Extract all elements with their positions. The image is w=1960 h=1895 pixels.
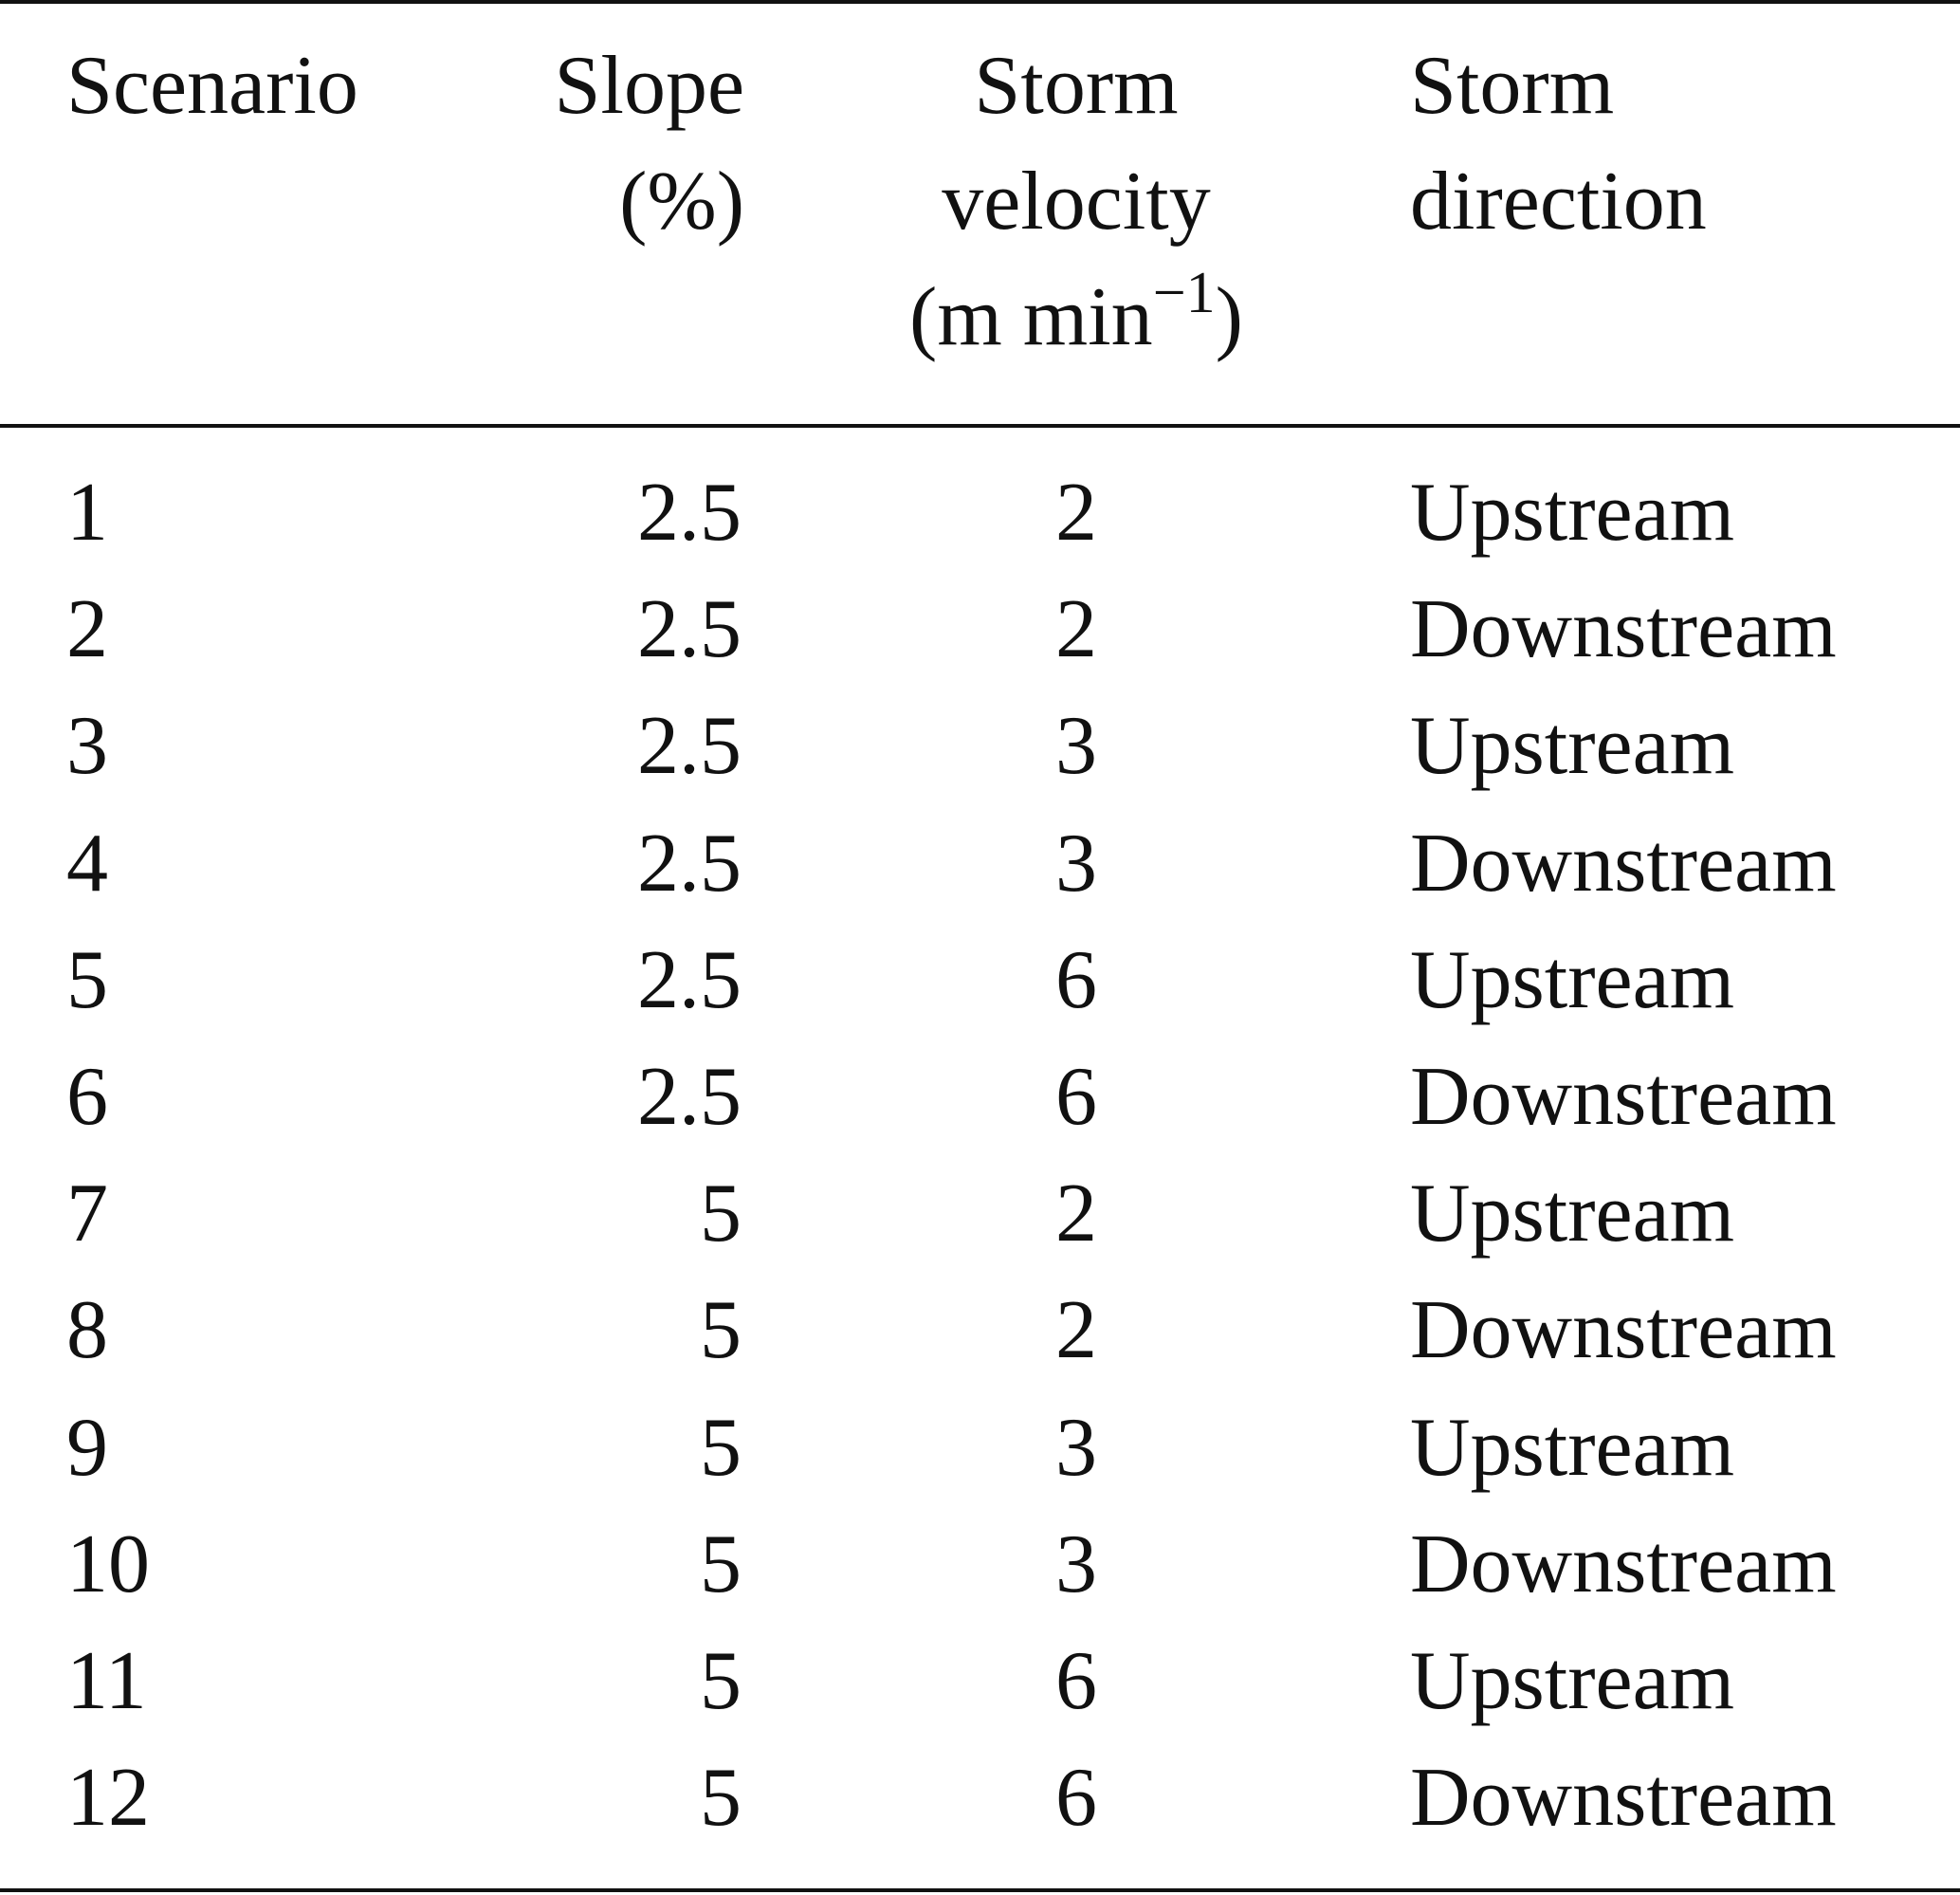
table-body bbox=[0, 454, 1960, 1856]
cell-direction: Upstream bbox=[1410, 467, 1735, 559]
cell-slope: 5 bbox=[700, 1168, 742, 1260]
header-slope-line-2: (%) bbox=[619, 156, 744, 248]
header-scenario bbox=[66, 28, 358, 144]
cell-slope: 2.5 bbox=[637, 1050, 742, 1143]
cell-scenario: 5 bbox=[66, 933, 108, 1026]
table-row bbox=[0, 805, 1960, 922]
cell-direction: Upstream bbox=[1410, 1168, 1735, 1260]
cell-slope: 2.5 bbox=[637, 700, 742, 793]
cell-velocity: 6 bbox=[1055, 1634, 1097, 1727]
cell-velocity: 2 bbox=[1055, 583, 1097, 676]
table-bottom-rule bbox=[0, 1888, 1960, 1892]
table-row bbox=[0, 454, 1960, 571]
header-storm-direction bbox=[1410, 28, 1707, 260]
table-row bbox=[0, 1272, 1960, 1389]
cell-slope: 5 bbox=[700, 1752, 742, 1845]
header-direction-line-2: direction bbox=[1410, 156, 1707, 248]
velocity-unit-exponent: −1 bbox=[1152, 261, 1216, 325]
cell-slope: 2.5 bbox=[637, 817, 742, 910]
header-velocity-unit bbox=[909, 260, 1243, 383]
cell-direction: Upstream bbox=[1410, 1401, 1735, 1494]
table-header-rule bbox=[0, 424, 1960, 428]
cell-scenario: 4 bbox=[66, 817, 108, 910]
cell-velocity: 3 bbox=[1055, 1518, 1097, 1610]
cell-direction: Downstream bbox=[1410, 1518, 1837, 1610]
header-storm-velocity bbox=[909, 28, 1243, 383]
cell-scenario: 11 bbox=[66, 1634, 147, 1727]
table-row bbox=[0, 1623, 1960, 1739]
table-header bbox=[0, 28, 1960, 408]
cell-direction: Upstream bbox=[1410, 933, 1735, 1026]
table-row bbox=[0, 1039, 1960, 1155]
cell-velocity: 2 bbox=[1055, 467, 1097, 559]
table-row bbox=[0, 922, 1960, 1039]
cell-scenario: 9 bbox=[66, 1401, 108, 1494]
cell-slope: 2.5 bbox=[637, 467, 742, 559]
cell-scenario: 6 bbox=[66, 1050, 108, 1143]
cell-velocity: 2 bbox=[1055, 1284, 1097, 1377]
cell-velocity: 3 bbox=[1055, 700, 1097, 793]
table-row bbox=[0, 571, 1960, 688]
cell-direction: Upstream bbox=[1410, 700, 1735, 793]
header-slope bbox=[555, 28, 744, 260]
table-row bbox=[0, 1739, 1960, 1856]
cell-direction: Downstream bbox=[1410, 583, 1837, 676]
velocity-unit-close: ) bbox=[1215, 271, 1243, 363]
cell-direction: Downstream bbox=[1410, 1284, 1837, 1377]
cell-scenario: 3 bbox=[66, 700, 108, 793]
table-row bbox=[0, 1155, 1960, 1272]
table-row bbox=[0, 688, 1960, 804]
header-direction-line-1: Storm bbox=[1410, 40, 1615, 132]
header-slope-line-1: Slope bbox=[554, 40, 744, 132]
cell-scenario: 10 bbox=[66, 1518, 150, 1610]
header-velocity-line-1: Storm bbox=[974, 40, 1179, 132]
cell-velocity: 3 bbox=[1055, 1401, 1097, 1494]
cell-velocity: 6 bbox=[1055, 933, 1097, 1026]
cell-direction: Upstream bbox=[1410, 1634, 1735, 1727]
cell-velocity: 2 bbox=[1055, 1168, 1097, 1260]
cell-slope: 5 bbox=[700, 1284, 742, 1377]
header-velocity-line-2: velocity bbox=[942, 156, 1211, 248]
header-scenario-line-1: Scenario bbox=[66, 40, 358, 132]
cell-velocity: 6 bbox=[1055, 1050, 1097, 1143]
cell-direction: Downstream bbox=[1410, 817, 1837, 910]
cell-slope: 2.5 bbox=[637, 583, 742, 676]
cell-slope: 5 bbox=[700, 1634, 742, 1727]
table-top-rule bbox=[0, 0, 1960, 4]
cell-velocity: 6 bbox=[1055, 1752, 1097, 1845]
cell-direction: Downstream bbox=[1410, 1050, 1837, 1143]
cell-direction: Downstream bbox=[1410, 1752, 1837, 1845]
cell-scenario: 7 bbox=[66, 1168, 108, 1260]
table-row bbox=[0, 1389, 1960, 1506]
cell-slope: 2.5 bbox=[637, 933, 742, 1026]
cell-slope: 5 bbox=[700, 1518, 742, 1610]
table-row bbox=[0, 1506, 1960, 1623]
cell-slope: 5 bbox=[700, 1401, 742, 1494]
velocity-unit-open: (m min bbox=[909, 271, 1153, 363]
cell-scenario: 8 bbox=[66, 1284, 108, 1377]
cell-scenario: 12 bbox=[66, 1752, 150, 1845]
cell-scenario: 2 bbox=[66, 583, 108, 676]
cell-scenario: 1 bbox=[66, 467, 108, 559]
cell-velocity: 3 bbox=[1055, 817, 1097, 910]
